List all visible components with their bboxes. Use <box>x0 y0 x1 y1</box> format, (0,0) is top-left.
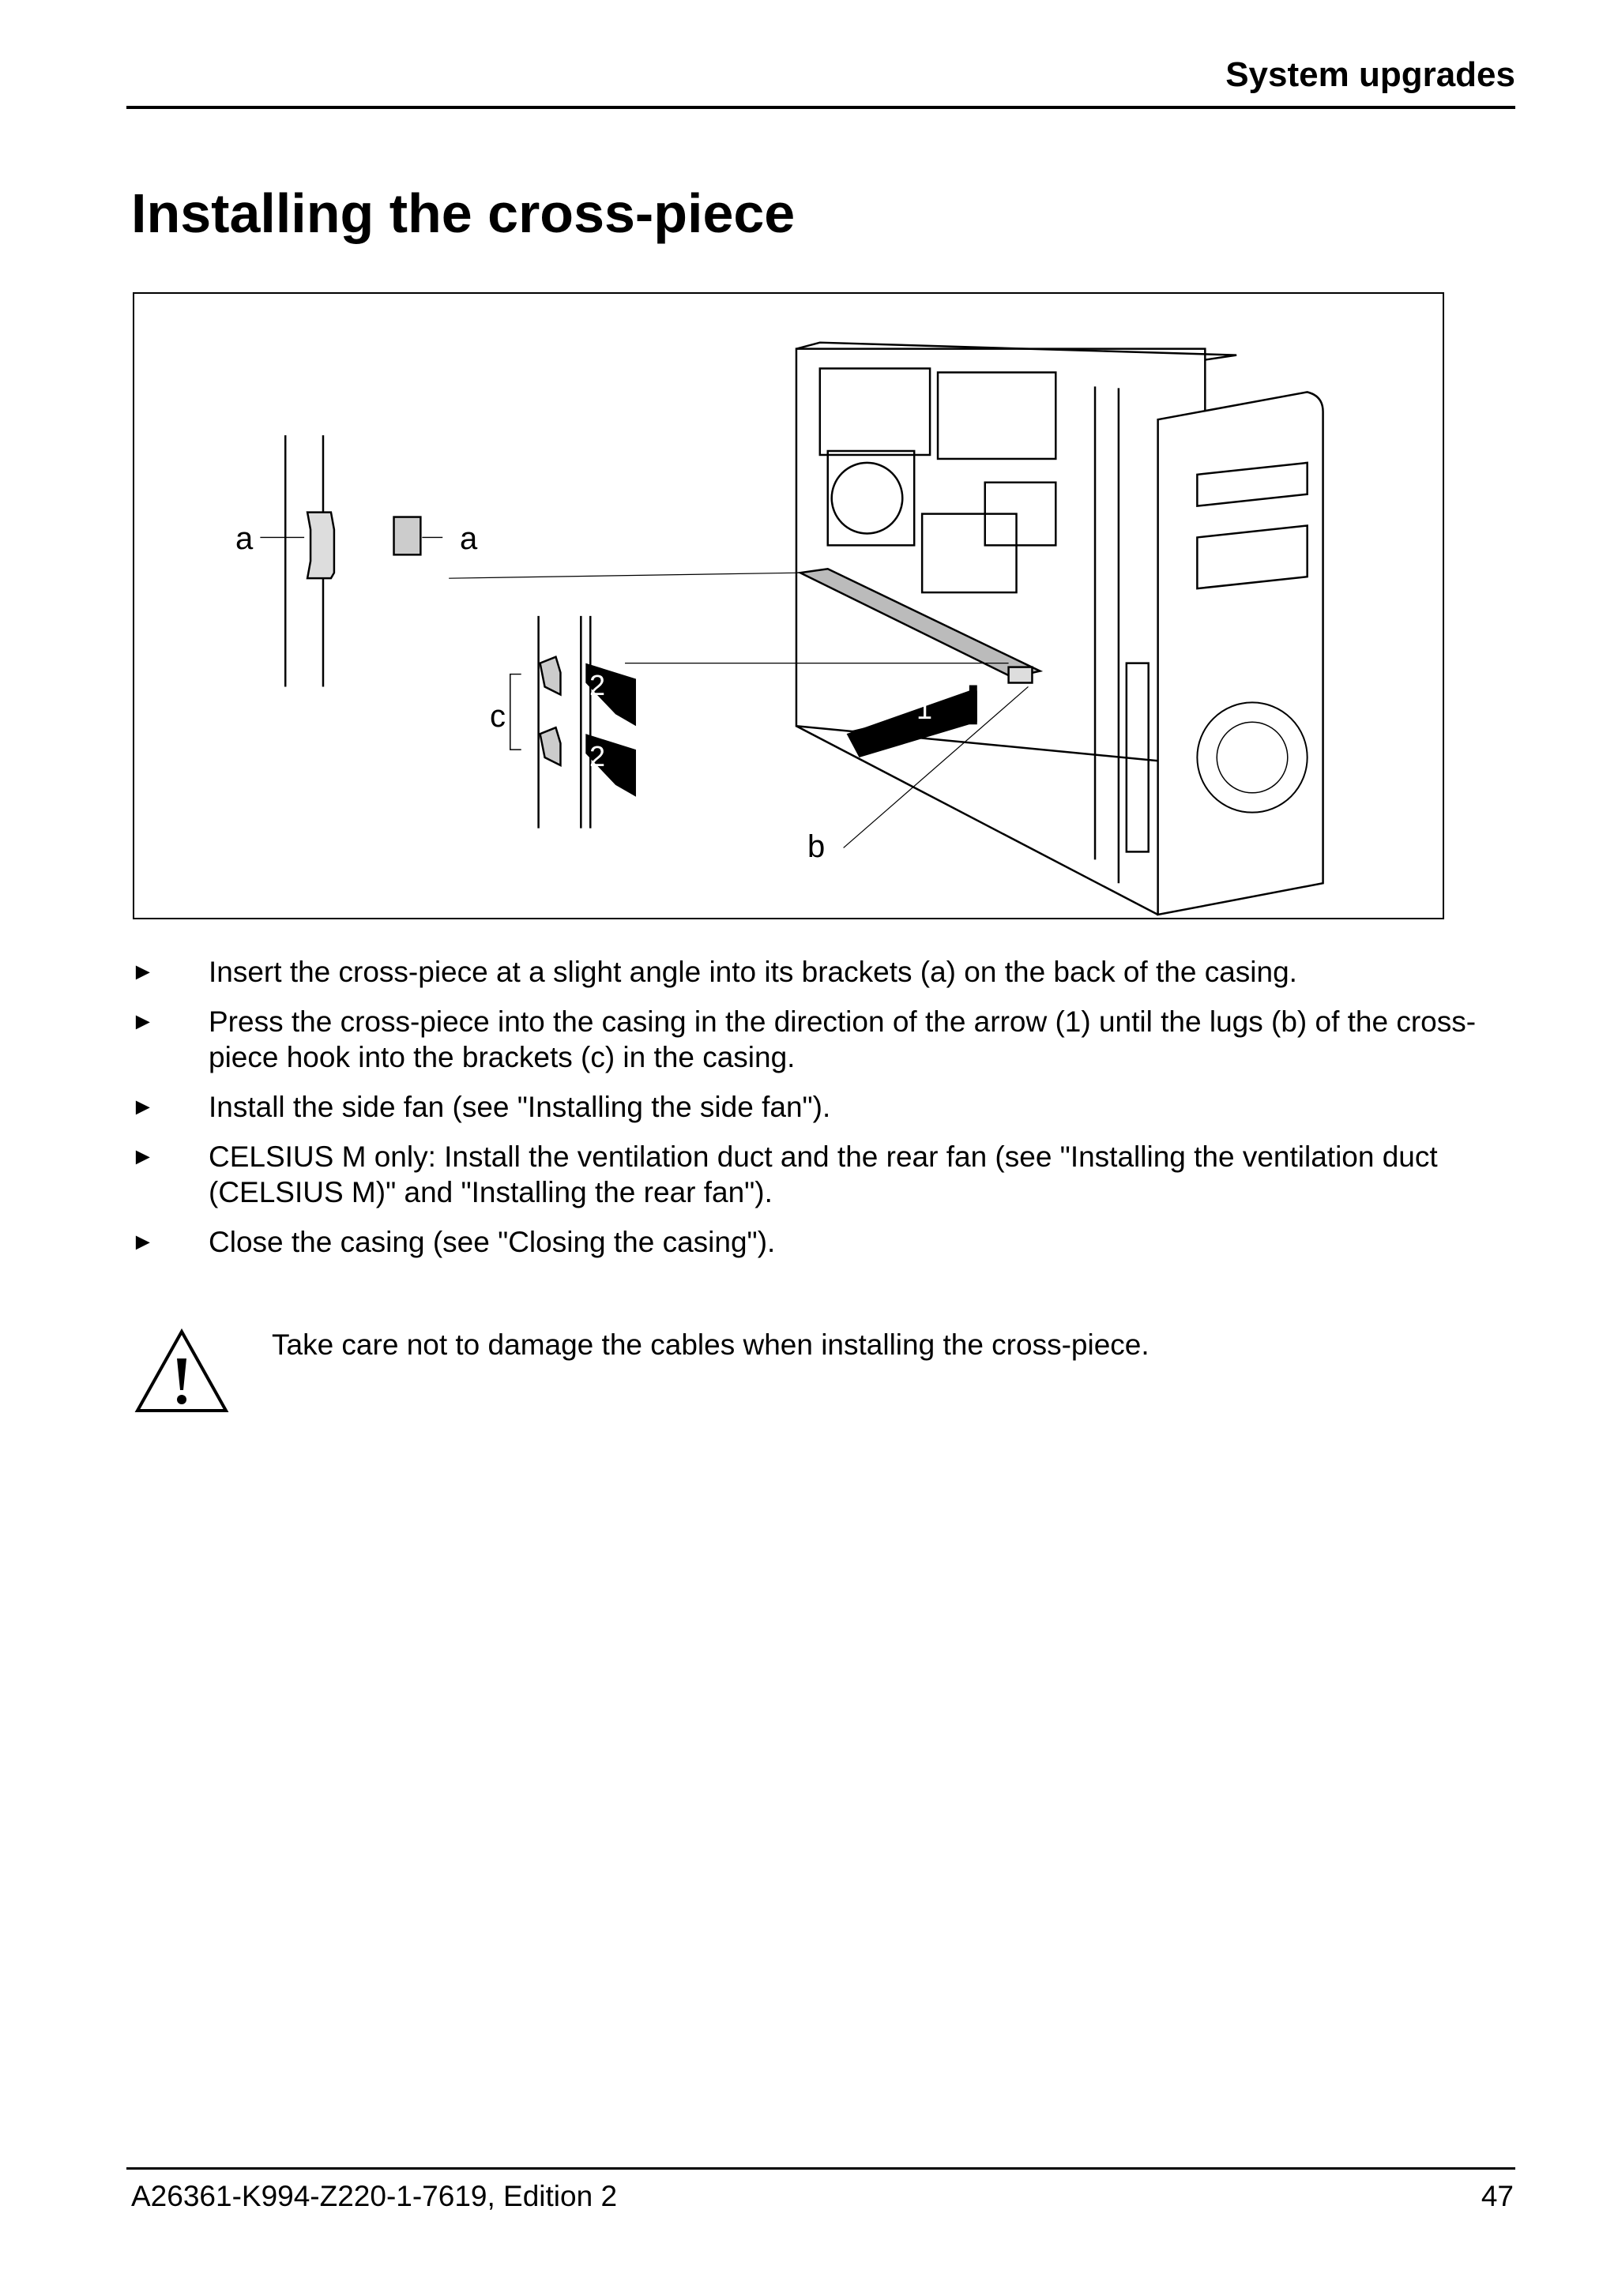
bullet-arrow-icon: ► <box>131 1144 155 1170</box>
bullet-arrow-icon: ► <box>131 959 155 985</box>
running-header: System upgrades <box>1225 55 1515 94</box>
step-item <box>131 1139 1522 1210</box>
warning-triangle-icon <box>133 1327 231 1415</box>
footer-divider <box>126 2167 1515 2170</box>
page-title: Installing the cross-piece <box>131 182 796 244</box>
casing-bottom-edge <box>796 726 1158 915</box>
instruction-steps <box>131 954 1522 1274</box>
label-a-right: a <box>460 521 478 556</box>
cross-piece-lug <box>1009 667 1033 683</box>
installation-figure <box>133 292 1444 919</box>
c-brace <box>510 675 521 750</box>
psu-fan <box>832 463 903 534</box>
label-a-left: a <box>235 521 254 556</box>
cross-piece <box>800 569 1040 677</box>
warning-text: Take care not to damage the cables when installing the cross-piece. <box>272 1328 1150 1361</box>
bracket-c-top <box>540 657 561 695</box>
psu-area <box>828 451 914 545</box>
bracket-a-left <box>307 513 334 579</box>
bracket-a-right <box>394 517 421 555</box>
step-item <box>131 954 1522 990</box>
bracket-c-bottom <box>540 727 561 765</box>
label-arrow-2-top: 2 <box>589 669 606 701</box>
step-item <box>131 1089 1522 1125</box>
bullet-arrow-icon: ► <box>131 1229 155 1255</box>
step-text: CELSIUS M only: Install the ventilation duct and the rear fan (see "Installing the ventilation duct (CELSIUS M)" and "Installing the rear fan"). <box>209 1140 1438 1208</box>
casing-top-edge <box>796 343 1236 360</box>
step-item <box>131 1224 1522 1260</box>
cross-piece-illustration <box>134 294 1443 918</box>
label-b: b <box>807 829 826 864</box>
bullet-arrow-icon: ► <box>131 1094 155 1120</box>
drive-bay-upper-2 <box>938 372 1055 458</box>
footer-document-id: A26361-K994-Z220-1-7619, Edition 2 <box>131 2180 618 2212</box>
casing-interior-back <box>796 349 1205 765</box>
step-text: Close the casing (see "Closing the casing"). <box>209 1226 776 1258</box>
label-c: c <box>490 699 506 734</box>
step-text: Install the side fan (see "Installing the side fan"). <box>209 1091 831 1123</box>
step-text: Press the cross-piece into the casing in the direction of the arrow (1) until the lugs (b) of the cross-piece hook into the brackets (c) in the casing. <box>209 1005 1477 1073</box>
label-arrow-2-bottom: 2 <box>589 740 606 772</box>
step-item <box>131 1004 1522 1075</box>
arrow-1-body <box>847 690 977 757</box>
drive-bay-upper <box>820 369 930 455</box>
page-number: 47 <box>1481 2180 1514 2212</box>
bullet-arrow-icon: ► <box>131 1009 155 1035</box>
header-divider <box>126 106 1515 109</box>
component-block <box>922 514 1016 592</box>
leader-cross-piece-a <box>449 573 800 578</box>
step-text: Insert the cross-piece at a slight angle into its brackets (a) on the back of the casing. <box>209 956 1297 988</box>
label-arrow-1: 1 <box>916 693 933 725</box>
